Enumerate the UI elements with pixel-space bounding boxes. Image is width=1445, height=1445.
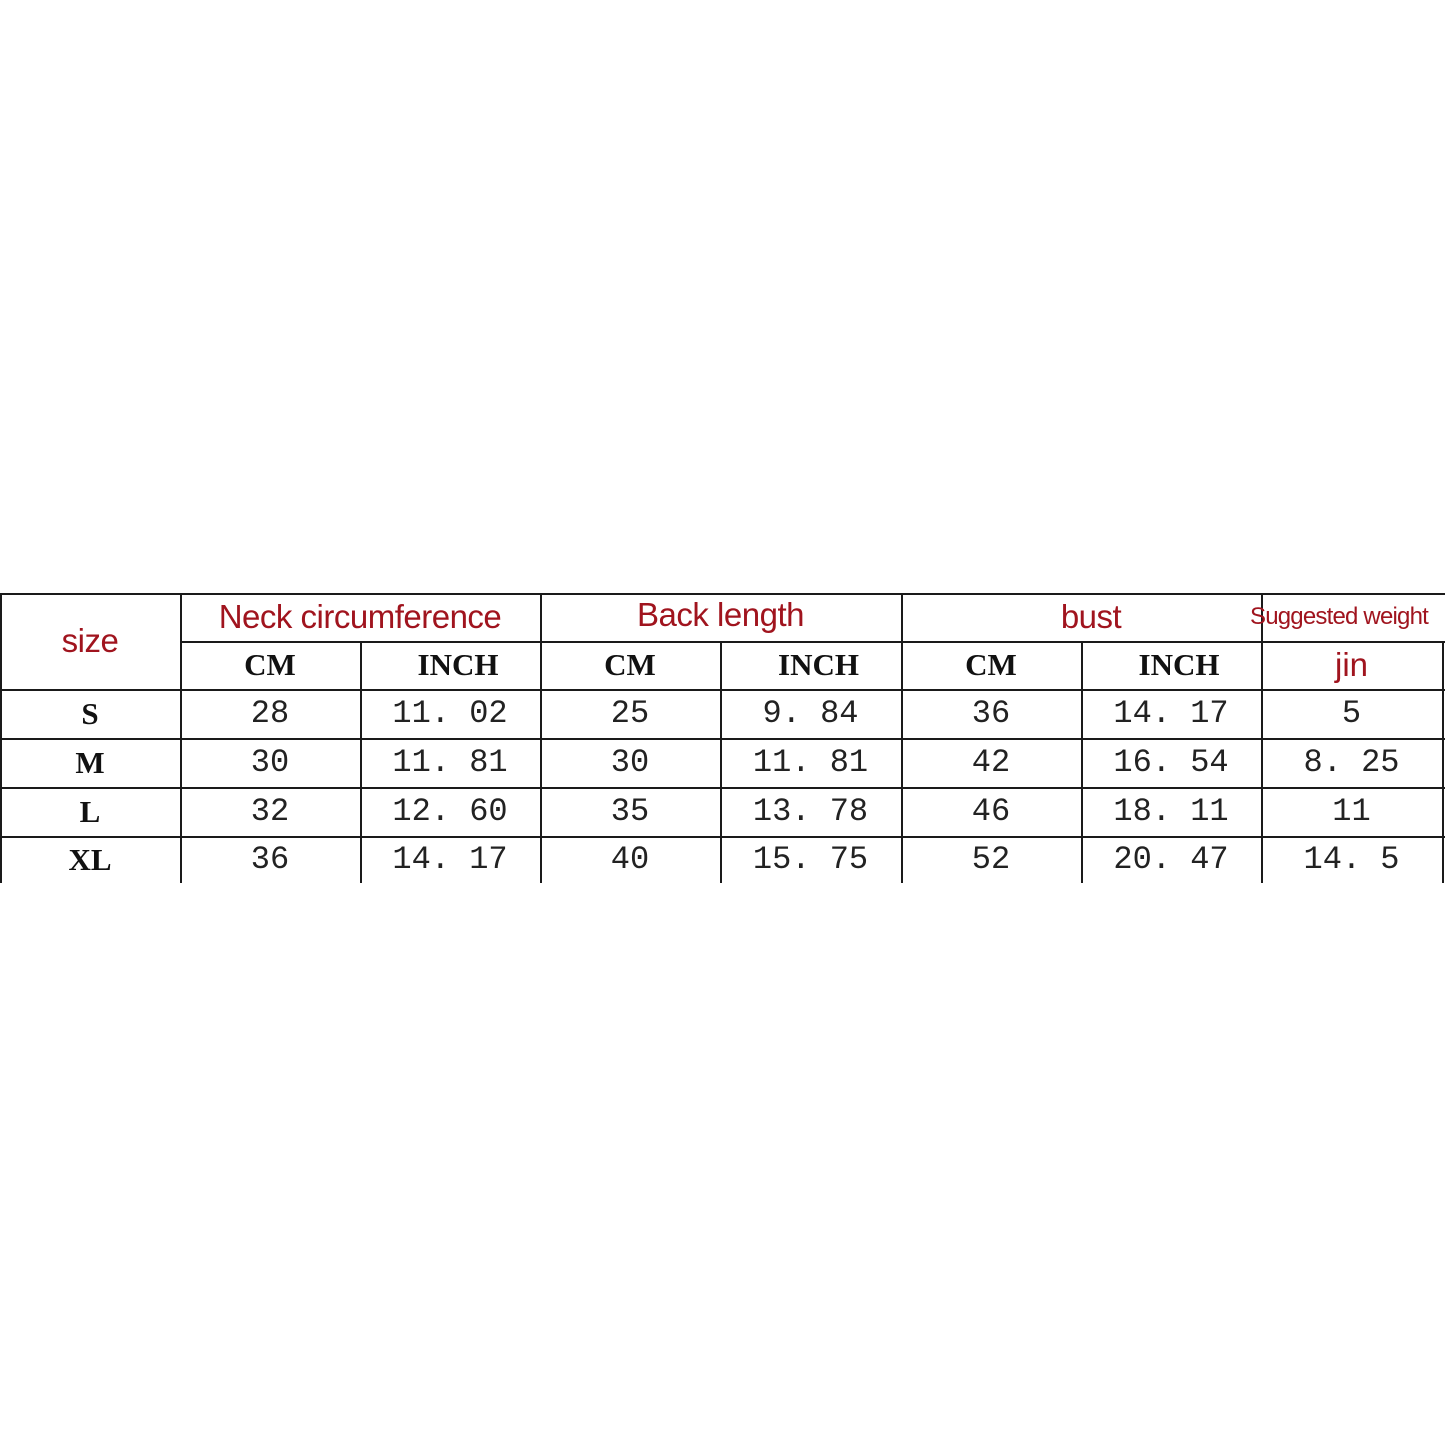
- size-cell: XL: [68, 841, 112, 877]
- bust-inch-header: INCH: [1138, 647, 1220, 682]
- suggested-weight-header: Suggested weight: [1250, 603, 1429, 630]
- table-cell: 28: [250, 695, 290, 732]
- table-cell: 14. 17: [392, 841, 508, 878]
- bust-cm-header: CM: [965, 647, 1017, 682]
- table-cell: 52: [971, 841, 1011, 878]
- table-cell: 8. 25: [1303, 744, 1400, 781]
- table-cell: 11. 02: [392, 695, 508, 732]
- table-cell: 16. 54: [1113, 744, 1229, 781]
- size-header: size: [61, 622, 119, 659]
- table-cell: 36: [971, 695, 1011, 732]
- table-cell: 25: [610, 695, 650, 732]
- size-cell: L: [79, 793, 101, 829]
- table-cell: 14. 5: [1303, 841, 1400, 878]
- table-cell: 5: [1341, 695, 1362, 732]
- size-cell: M: [75, 744, 105, 780]
- table-cell: 20. 47: [1113, 841, 1229, 878]
- table-cell: 30: [250, 744, 290, 781]
- table-cell: 13. 78: [752, 793, 869, 830]
- back-cm-header: CM: [604, 647, 656, 682]
- table-cell: 35: [610, 793, 650, 830]
- back-length-header: Back length: [637, 596, 804, 633]
- neck-cm-header: CM: [244, 647, 296, 682]
- grid-line: [1442, 641, 1444, 883]
- table-cell: 9. 84: [762, 695, 859, 732]
- weight-jin-header: jin: [1334, 646, 1369, 683]
- size-cell: S: [81, 695, 99, 731]
- neck-inch-header: INCH: [417, 647, 499, 682]
- neck-circumference-header: Neck circumference: [218, 598, 502, 635]
- size-chart-table: [0, 593, 1445, 883]
- table-cell: 15. 75: [752, 841, 869, 878]
- table-cell: 36: [250, 841, 290, 878]
- back-inch-header: INCH: [778, 647, 859, 682]
- table-cell: 11. 81: [752, 744, 869, 781]
- table-cell: 11. 81: [392, 744, 508, 781]
- bust-header: bust: [1060, 598, 1122, 635]
- table-cell: 46: [971, 793, 1011, 830]
- table-cell: 18. 11: [1113, 793, 1229, 830]
- table-cell: 40: [610, 841, 650, 878]
- table-cell: 32: [250, 793, 290, 830]
- table-cell: 12. 60: [392, 793, 508, 830]
- table-cell: 42: [971, 744, 1011, 781]
- table-cell: 11: [1332, 793, 1371, 830]
- table-cell: 14. 17: [1113, 695, 1229, 732]
- table-cell: 30: [610, 744, 650, 781]
